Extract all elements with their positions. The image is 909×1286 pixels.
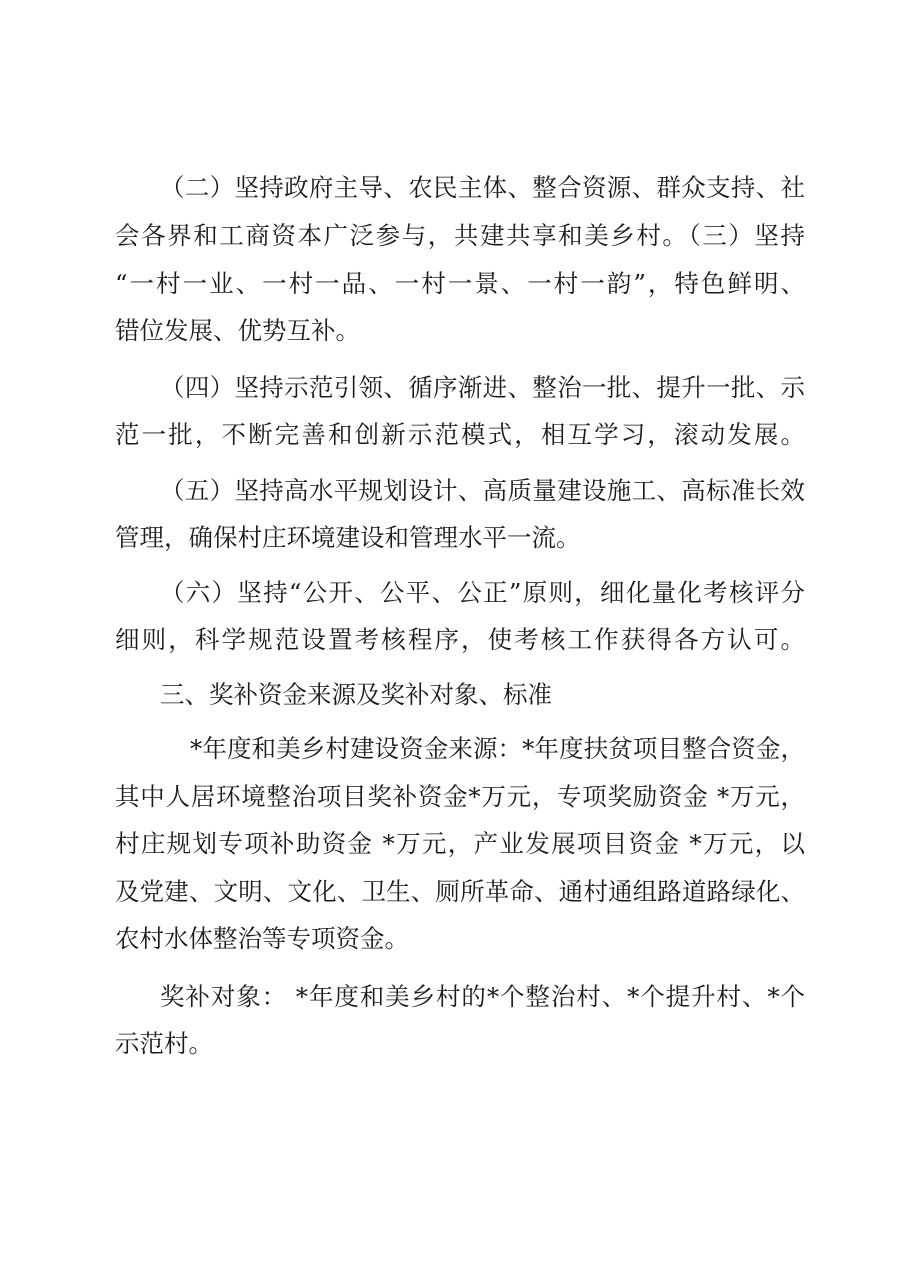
section-heading-3: 三、奖补资金来源及奖补对象、标准 xyxy=(160,680,552,709)
funds-line-3: 村庄规划专项补助资金 *万元，产业发展项目资金 *万元，以 xyxy=(115,829,805,858)
paragraph-4-line-1: （四）坚持示范引领、循序渐进、整治一批、提升一批、示 xyxy=(160,373,805,402)
funds-line-4: 及党建、文明、文化、卫生、厕所革命、通村通组路道路绿化、 xyxy=(115,877,805,906)
paragraph-6-line-1: （六）坚持“公开、公平、公正”原则，细化量化考核评分 xyxy=(160,578,805,607)
targets-line-2: 示范村。 xyxy=(115,1029,213,1058)
funds-line-5: 农村水体整治等专项资金。 xyxy=(115,924,409,953)
paragraph-2-line-2: 会各界和工商资本广泛参与，共建共享和美乡村。（三）坚持 xyxy=(115,221,805,250)
paragraph-2-line-4: 错位发展、优势互补。 xyxy=(115,316,360,345)
paragraph-4-line-2: 范一批，不断完善和创新示范模式，相互学习，滚动发展。 xyxy=(115,420,805,449)
paragraph-5-line-1: （五）坚持高水平规划设计、高质量建设施工、高标准长效 xyxy=(160,476,805,505)
paragraph-6-line-2: 细则，科学规范设置考核程序，使考核工作获得各方认可。 xyxy=(115,625,805,654)
funds-line-1: *年度和美乡村建设资金来源：*年度扶贫项目整合资金， xyxy=(190,734,805,763)
paragraph-2-line-1: （二）坚持政府主导、农民主体、整合资源、群众支持、社 xyxy=(160,173,805,202)
targets-line-1: 奖补对象： *年度和美乡村的*个整治村、*个提升村、*个 xyxy=(160,982,805,1011)
paragraph-5-line-2: 管理，确保村庄环境建设和管理水平一流。 xyxy=(115,523,581,552)
funds-line-2: 其中人居环境整治项目奖补资金*万元，专项奖励资金 *万元， xyxy=(115,782,805,811)
paragraph-2-line-3: “一村一业、一村一品、一村一景、一村一韵”，特色鲜明、 xyxy=(115,269,805,298)
